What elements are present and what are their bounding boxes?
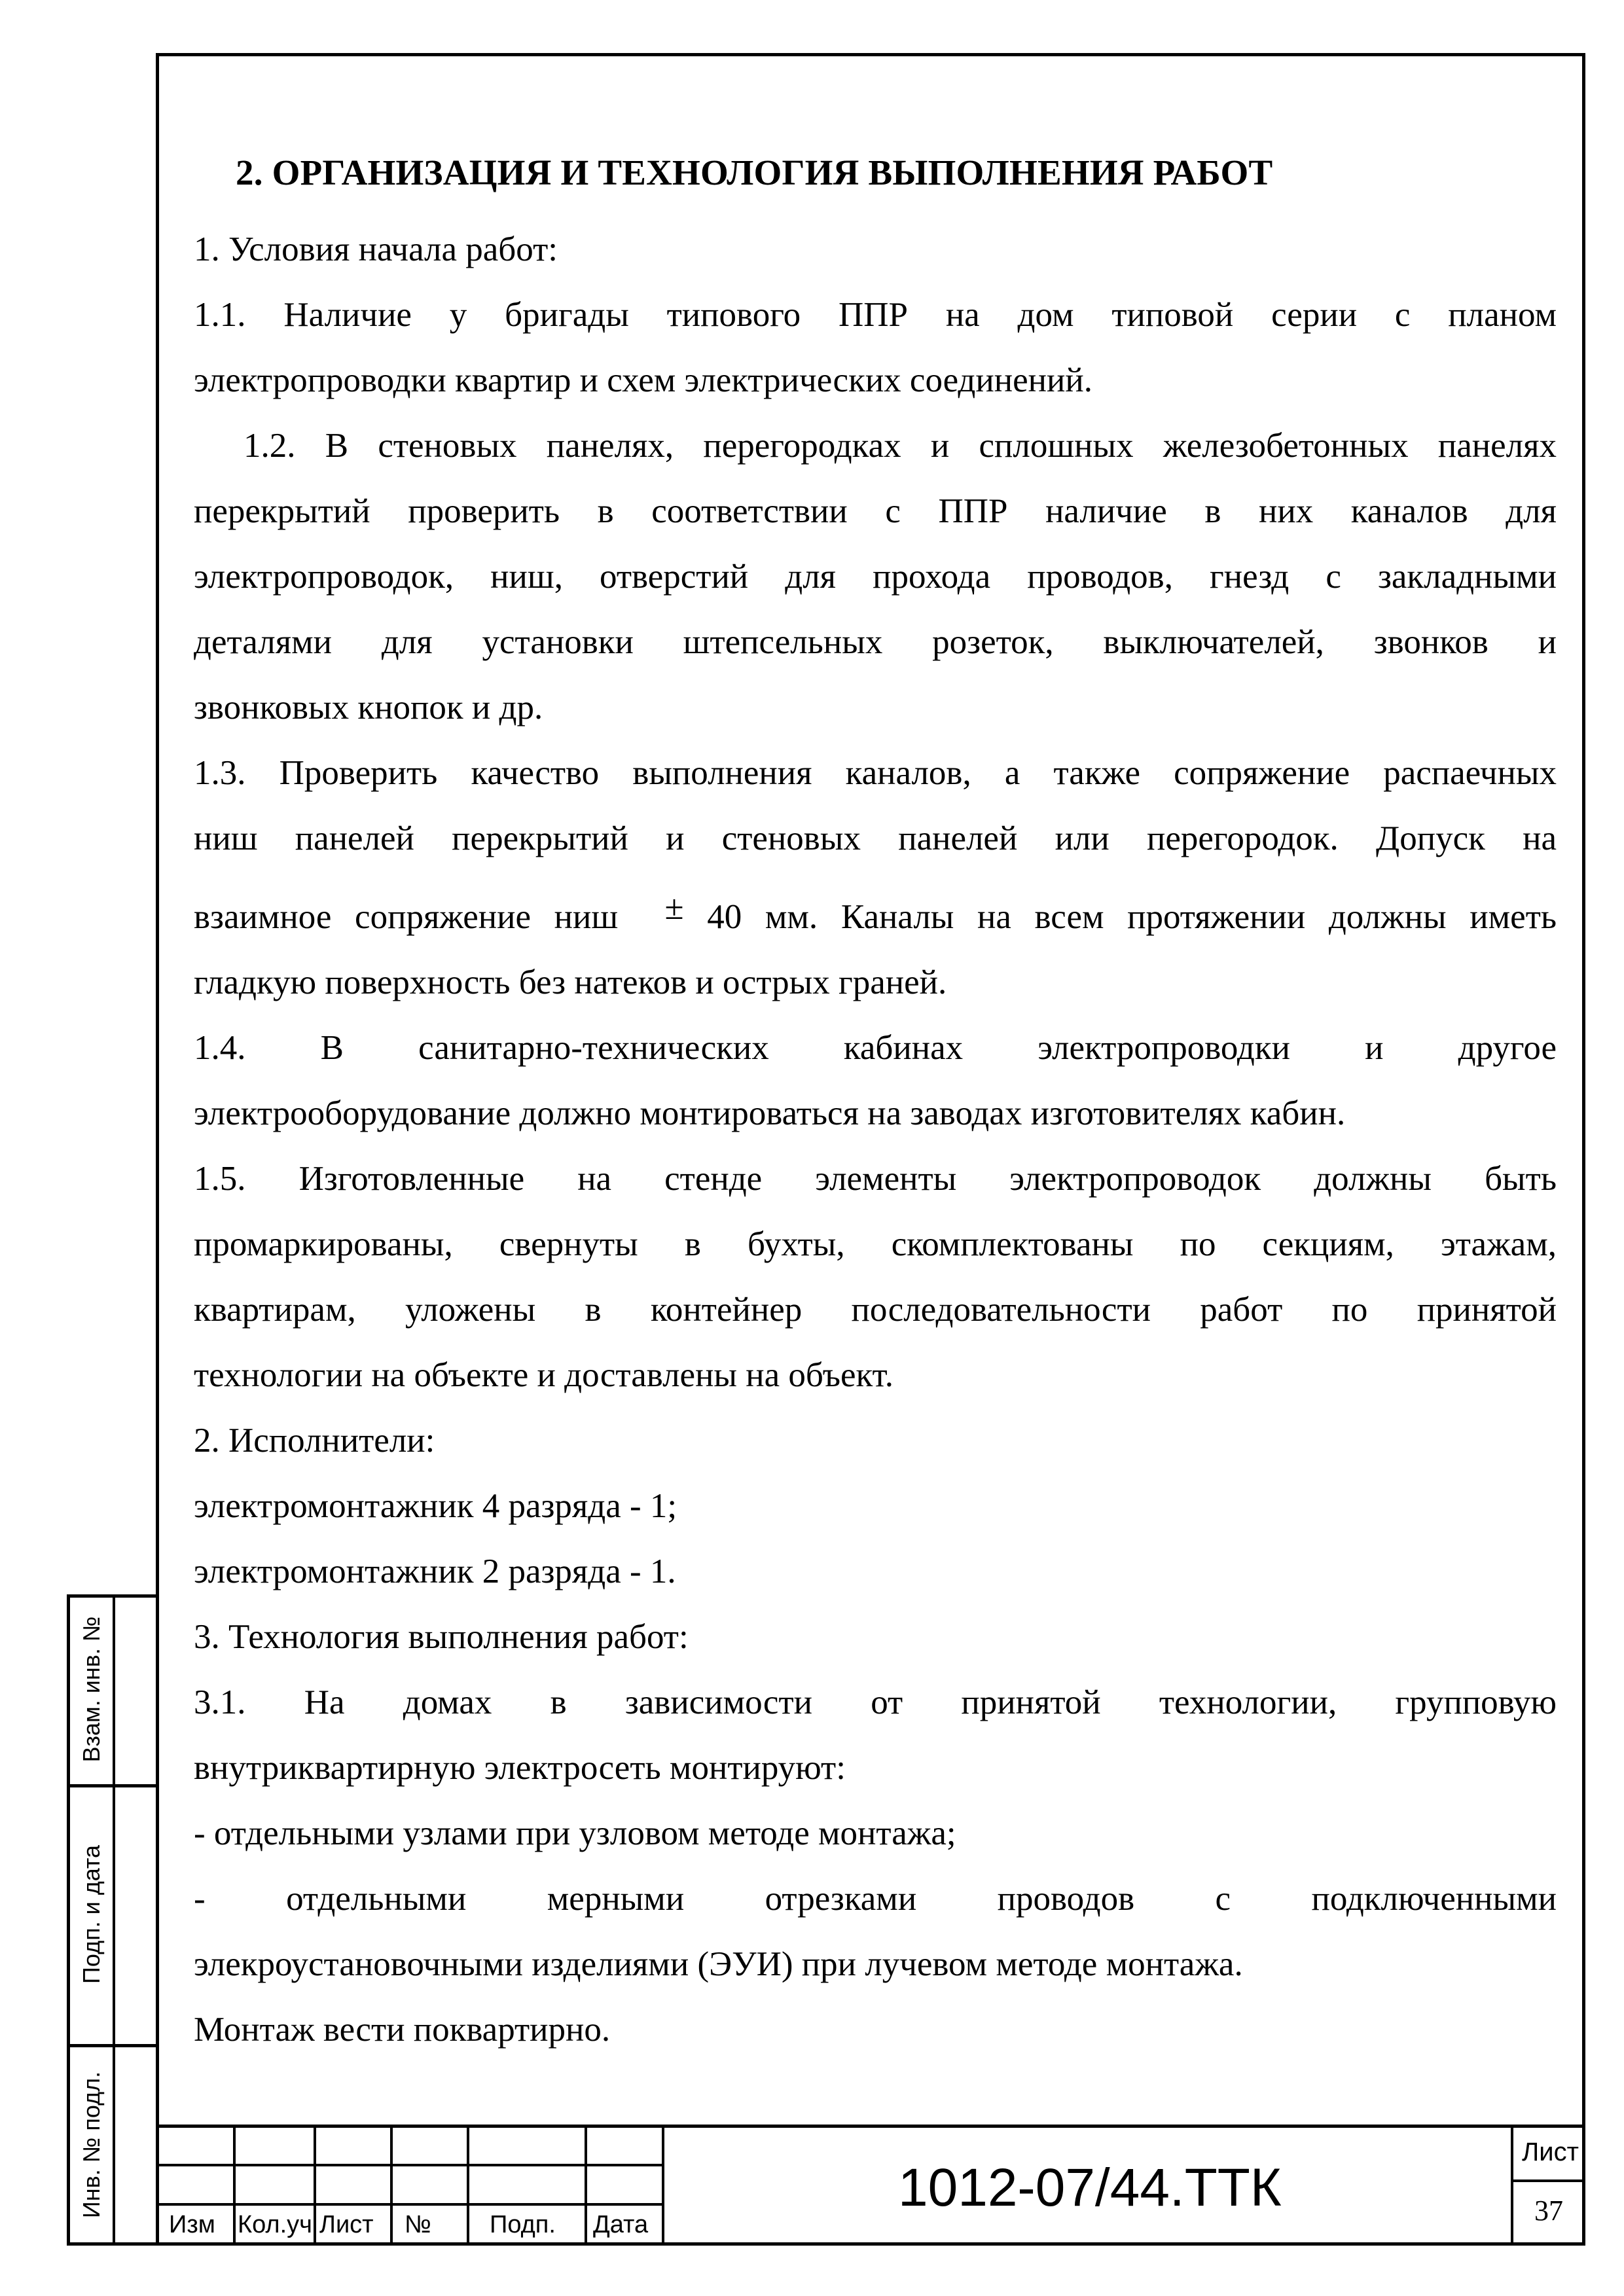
title-block-line xyxy=(314,2125,316,2246)
paragraph: 1.1. Наличие у бригады типового ППР на дом типовой серии с планом xyxy=(194,296,1557,334)
title-block-line xyxy=(585,2125,587,2246)
paragraph: элекроустановочными изделиями (ЭУИ) при лучевом методе монтажа. xyxy=(194,1945,1243,1983)
paragraph: квартирам, уложены в контейнер последовательности работ по принятой xyxy=(194,1291,1557,1329)
paragraph: 1.3. Проверить качество выполнения каналов, а также сопряжение распаечных xyxy=(194,754,1557,792)
title-block-line xyxy=(390,2125,393,2246)
paragraph: перекрытий проверить в соответствии с ППР наличие в них каналов для xyxy=(194,492,1557,530)
paragraph: 1.4. В санитарно-технических кабинах электропроводки и другое xyxy=(194,1029,1557,1067)
title-block-line xyxy=(1511,2179,1585,2182)
paragraph: звонковых кнопок и др. xyxy=(194,689,543,726)
paragraph: 3.1. На домах в зависимости от принятой технологии, групповую xyxy=(194,1683,1557,1721)
text-fragment: 40 мм. Каналы на всем протяжении должны иметь xyxy=(707,898,1557,936)
title-block-header: Подп. xyxy=(490,2211,556,2238)
title-block-line xyxy=(1511,2125,1513,2246)
side-label-vzam: Взам. инв. № xyxy=(78,1616,105,1763)
text-fragment: взаимное сопряжение ниш xyxy=(194,898,619,936)
sheet-number: 37 xyxy=(1534,2195,1563,2227)
side-stamp xyxy=(67,1594,156,2246)
paragraph: гладкую поверхность без натеков и острых граней. xyxy=(194,963,947,1001)
paragraph: Монтаж вести поквартирно. xyxy=(194,2011,611,2049)
title-block-header: Дата xyxy=(593,2211,649,2238)
paragraph: ниш панелей перекрытий и стеновых панелей или перегородок. Допуск на xyxy=(194,819,1557,857)
section-heading: 2. ОРГАНИЗАЦИЯ И ТЕХНОЛОГИЯ ВЫПОЛНЕНИЯ РАБОТ xyxy=(236,152,1273,192)
paragraph: электромонтажник 2 разряда - 1. xyxy=(194,1552,676,1590)
paragraph: 2. Исполнители: xyxy=(194,1422,435,1460)
paragraph: 1. Условия начала работ: xyxy=(194,230,558,268)
paragraph: электропроводки квартир и схем электрических соединений. xyxy=(194,361,1092,399)
paragraph: - отдельными мерными отрезками проводов с подключенными xyxy=(194,1880,1557,1918)
sheet-label: Лист xyxy=(1522,2138,1579,2166)
side-stamp-divider xyxy=(113,1594,115,2246)
document-code: 1012-07/44.ТТК xyxy=(898,2158,1282,2217)
paragraph: 3. Технология выполнения работ: xyxy=(194,1618,689,1656)
side-label-podp: Подп. и дата xyxy=(78,1844,105,1984)
paragraph: 1.2. В стеновых панелях, перегородках и сплошных железобетонных панелях xyxy=(244,427,1557,465)
title-block-header: Кол.уч xyxy=(238,2211,312,2238)
title-block-header: Изм xyxy=(169,2211,215,2238)
title-block-header: Лист xyxy=(319,2211,374,2238)
title-block-line xyxy=(467,2125,469,2246)
title-block-line xyxy=(156,2125,1585,2128)
paragraph: технологии на объекте и доставлены на объект. xyxy=(194,1356,893,1394)
paragraph xyxy=(194,884,1557,950)
title-block-line xyxy=(233,2125,236,2246)
paragraph: электропроводок, ниш, отверстий для прохода проводов, гнезд с закладными xyxy=(194,558,1557,596)
paragraph: деталями для установки штепсельных розеток, выключателей, звонков и xyxy=(194,623,1557,661)
plus-minus-sign: ± xyxy=(664,889,684,927)
paragraph: - отдельными узлами при узловом методе монтажа; xyxy=(194,1814,956,1852)
paragraph: промаркированы, свернуты в бухты, скомплектованы по секциям, этажам, xyxy=(194,1225,1557,1263)
paragraph: 1.5. Изготовленные на стенде элементы электропроводок должны быть xyxy=(194,1160,1557,1198)
paragraph: электромонтажник 4 разряда - 1; xyxy=(194,1487,677,1525)
side-label-inv: Инв. № подл. xyxy=(78,2071,105,2219)
title-block-line xyxy=(662,2125,664,2246)
title-block-header: № xyxy=(405,2211,431,2238)
paragraph: электрооборудование должно монтироваться на заводах изготовителях кабин. xyxy=(194,1094,1346,1132)
title-block xyxy=(156,2125,1585,2246)
paragraph: внутриквартирную электросеть монтируют: xyxy=(194,1749,846,1787)
